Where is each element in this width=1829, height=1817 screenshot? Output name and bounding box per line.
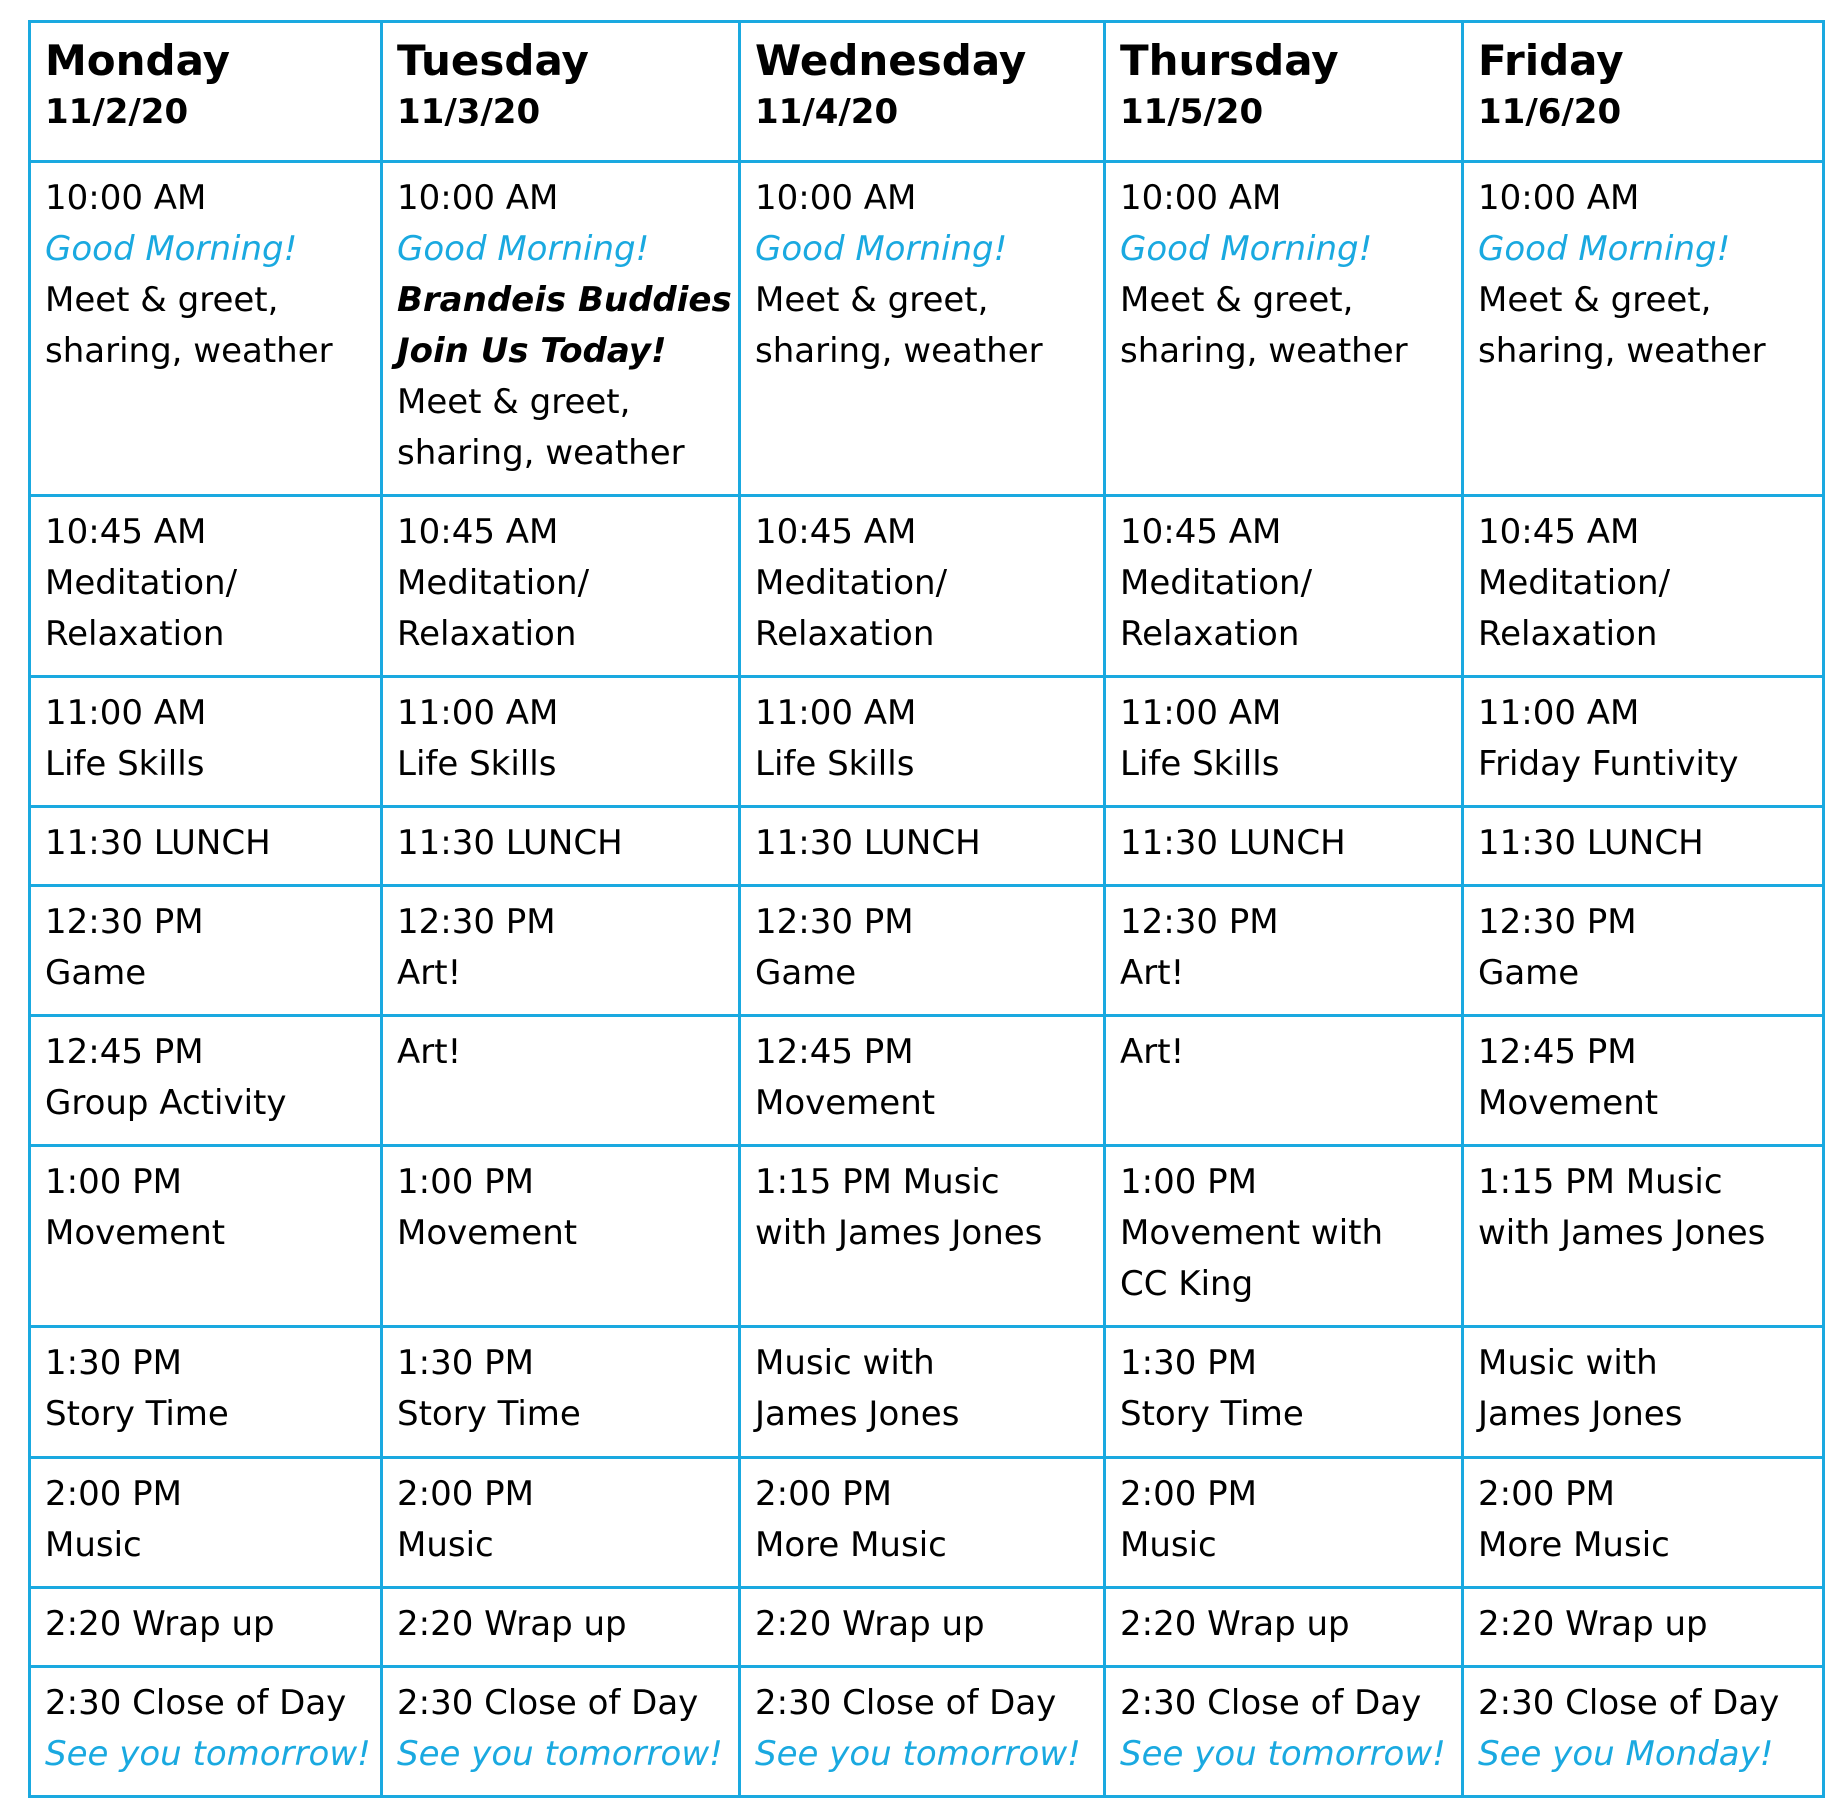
- activity-line: 1:00 PM: [1120, 1162, 1257, 1203]
- activity-line: Music: [397, 1524, 494, 1565]
- activity-line: James Jones: [1478, 1394, 1683, 1435]
- activity-line: with James Jones: [755, 1213, 1043, 1254]
- schedule-cell: [30, 885, 382, 1015]
- schedule-cell: [1105, 495, 1463, 676]
- schedule-cell: [382, 1146, 740, 1327]
- schedule-cell: [382, 162, 740, 495]
- schedule-cell: [740, 1587, 1105, 1666]
- schedule-cell: [30, 495, 382, 676]
- activity-line: 2:00 PM: [397, 1473, 534, 1514]
- activity-line: 2:00 PM: [1478, 1473, 1615, 1514]
- activity-line: Meet & greet,: [397, 382, 631, 423]
- schedule-cell: [1105, 1666, 1463, 1796]
- schedule-cell: [740, 806, 1105, 885]
- schedule-cell: [740, 885, 1105, 1015]
- schedule-cell: [30, 1146, 382, 1327]
- schedule-row: [30, 1666, 1824, 1796]
- activity-line: 11:00 AM: [1120, 692, 1282, 733]
- day-header-tuesday: [382, 22, 740, 162]
- header-row: [30, 22, 1824, 162]
- activity-line: 2:30 Close of Day: [45, 1682, 347, 1723]
- schedule-cell: [382, 1666, 740, 1796]
- schedule-cell: [1463, 162, 1824, 495]
- activity-line: See you tomorrow!: [45, 1733, 371, 1774]
- schedule-cell: [382, 1587, 740, 1666]
- schedule-cell: [1463, 1666, 1824, 1796]
- activity-line: 10:00 AM: [397, 178, 559, 219]
- schedule-cell: [1463, 676, 1824, 806]
- schedule-cell: [382, 1457, 740, 1587]
- activity-line: 2:20 Wrap up: [45, 1603, 275, 1644]
- schedule-cell: [1463, 1457, 1824, 1587]
- activity-line: See you tomorrow!: [755, 1733, 1081, 1774]
- day-name: Tuesday: [397, 36, 589, 85]
- activity-line: 1:00 PM: [45, 1162, 182, 1203]
- activity-line: Music with: [1478, 1343, 1658, 1384]
- activity-line: sharing, weather: [397, 433, 685, 474]
- activity-line: sharing, weather: [1478, 331, 1766, 372]
- activity-line: 10:00 AM: [1478, 178, 1640, 219]
- activity-line: 10:45 AM: [397, 511, 559, 552]
- day-name: Wednesday: [755, 36, 1027, 85]
- activity-line: 2:20 Wrap up: [755, 1603, 985, 1644]
- schedule-row: [30, 1016, 1824, 1146]
- activity-line: 11:30 LUNCH: [1478, 822, 1704, 863]
- schedule-cell: [1105, 1457, 1463, 1587]
- schedule-row: [30, 676, 1824, 806]
- activity-line: Life Skills: [45, 743, 205, 784]
- activity-line: sharing, weather: [45, 331, 333, 372]
- activity-line: 12:30 PM: [1120, 901, 1279, 942]
- schedule-row: [30, 1457, 1824, 1587]
- activity-line: 10:45 AM: [1120, 511, 1282, 552]
- activity-line: 12:45 PM: [45, 1032, 204, 1073]
- activity-line: Good Morning!: [755, 229, 1008, 270]
- schedule-cell: [740, 1666, 1105, 1796]
- schedule-cell: [1105, 1327, 1463, 1457]
- schedule-cell: [30, 1457, 382, 1587]
- schedule-row: [30, 885, 1824, 1015]
- activity-line: 12:45 PM: [1478, 1032, 1637, 1073]
- activity-line: Group Activity: [45, 1083, 287, 1124]
- activity-line: Art!: [397, 1032, 462, 1073]
- schedule-cell: [30, 1666, 382, 1796]
- activity-line: Meditation/: [1120, 562, 1313, 603]
- day-name: Friday: [1478, 36, 1624, 85]
- schedule-row: [30, 1587, 1824, 1666]
- schedule-cell: [740, 676, 1105, 806]
- activity-line: Join Us Today!: [397, 331, 667, 372]
- activity-line: Good Morning!: [45, 229, 298, 270]
- activity-line: Life Skills: [397, 743, 557, 784]
- activity-line: Movement with: [1120, 1213, 1384, 1254]
- schedule-cell: [740, 1327, 1105, 1457]
- schedule-cell: [382, 495, 740, 676]
- activity-line: James Jones: [755, 1394, 960, 1435]
- activity-line: 11:30 LUNCH: [755, 822, 981, 863]
- activity-line: 11:00 AM: [45, 692, 207, 733]
- activity-line: 1:30 PM: [45, 1343, 182, 1384]
- activity-line: Brandeis Buddies: [397, 280, 732, 321]
- day-date: 11/4/20: [755, 92, 899, 132]
- activity-line: 10:45 AM: [45, 511, 207, 552]
- activity-line: Good Morning!: [1120, 229, 1373, 270]
- activity-line: 1:00 PM: [397, 1162, 534, 1203]
- activity-line: Movement: [45, 1213, 226, 1254]
- day-name: Monday: [45, 36, 231, 85]
- schedule-cell: [1463, 1146, 1824, 1327]
- day-date: 11/6/20: [1478, 92, 1622, 132]
- activity-line: 11:00 AM: [755, 692, 917, 733]
- activity-line: 12:30 PM: [45, 901, 204, 942]
- activity-line: 10:45 AM: [755, 511, 917, 552]
- activity-line: More Music: [1478, 1524, 1670, 1565]
- activity-line: 11:30 LUNCH: [45, 822, 271, 863]
- activity-line: Game: [45, 952, 147, 993]
- activity-line: 2:00 PM: [755, 1473, 892, 1514]
- activity-line: Story Time: [397, 1394, 581, 1435]
- day-date: 11/3/20: [397, 92, 541, 132]
- schedule-cell: [740, 1457, 1105, 1587]
- activity-line: Life Skills: [755, 743, 915, 784]
- activity-line: 1:15 PM Music: [1478, 1162, 1723, 1203]
- activity-line: Meditation/: [1478, 562, 1671, 603]
- activity-line: 1:30 PM: [1120, 1343, 1257, 1384]
- schedule-cell: [740, 162, 1105, 495]
- schedule-cell: [30, 1327, 382, 1457]
- schedule-cell: [30, 162, 382, 495]
- activity-line: with James Jones: [1478, 1213, 1766, 1254]
- activity-line: sharing, weather: [1120, 331, 1408, 372]
- activity-line: Friday Funtivity: [1478, 743, 1739, 784]
- activity-line: Relaxation: [755, 613, 935, 654]
- activity-line: 12:30 PM: [397, 901, 556, 942]
- schedule-cell: [1105, 1587, 1463, 1666]
- activity-line: 1:15 PM Music: [755, 1162, 1000, 1203]
- day-name: Thursday: [1120, 36, 1339, 85]
- activity-line: 10:45 AM: [1478, 511, 1640, 552]
- activity-line: Art!: [1120, 1032, 1185, 1073]
- activity-line: 1:30 PM: [397, 1343, 534, 1384]
- schedule-cell: [1105, 885, 1463, 1015]
- activity-line: Story Time: [45, 1394, 229, 1435]
- schedule-row: [30, 1327, 1824, 1457]
- activity-line: Meet & greet,: [1120, 280, 1354, 321]
- activity-line: Art!: [1120, 952, 1185, 993]
- schedule-cell: [382, 806, 740, 885]
- activity-line: Movement: [755, 1083, 936, 1124]
- activity-line: Meditation/: [45, 562, 238, 603]
- activity-line: 2:30 Close of Day: [755, 1682, 1057, 1723]
- activity-line: Music with: [755, 1343, 935, 1384]
- schedule-cell: [1105, 162, 1463, 495]
- activity-line: Meet & greet,: [1478, 280, 1712, 321]
- activity-line: sharing, weather: [755, 331, 1043, 372]
- schedule-row: [30, 1146, 1824, 1327]
- activity-line: See you tomorrow!: [397, 1733, 723, 1774]
- schedule-cell: [382, 1327, 740, 1457]
- schedule-cell: [30, 1016, 382, 1146]
- activity-line: 11:30 LUNCH: [1120, 822, 1346, 863]
- activity-line: 10:00 AM: [755, 178, 917, 219]
- activity-line: Art!: [397, 952, 462, 993]
- schedule-cell: [1463, 1587, 1824, 1666]
- activity-line: 11:30 LUNCH: [397, 822, 623, 863]
- day-date: 11/5/20: [1120, 92, 1264, 132]
- schedule-cell: [1463, 806, 1824, 885]
- schedule-body: [30, 22, 1824, 1797]
- schedule-table: [28, 20, 1825, 1798]
- activity-line: See you Monday!: [1478, 1733, 1774, 1774]
- day-header-thursday: [1105, 22, 1463, 162]
- activity-line: Story Time: [1120, 1394, 1304, 1435]
- activity-line: Meditation/: [397, 562, 590, 603]
- schedule-cell: [1463, 885, 1824, 1015]
- day-date: 11/2/20: [45, 92, 189, 132]
- schedule-cell: [740, 1146, 1105, 1327]
- activity-line: Relaxation: [45, 613, 225, 654]
- schedule-cell: [1105, 676, 1463, 806]
- activity-line: Meet & greet,: [45, 280, 279, 321]
- activity-line: 10:00 AM: [45, 178, 207, 219]
- activity-line: 2:00 PM: [45, 1473, 182, 1514]
- activity-line: 2:30 Close of Day: [397, 1682, 699, 1723]
- activity-line: Relaxation: [1478, 613, 1658, 654]
- activity-line: Good Morning!: [1478, 229, 1731, 270]
- activity-line: CC King: [1120, 1264, 1254, 1305]
- activity-line: 12:45 PM: [755, 1032, 914, 1073]
- activity-line: Game: [755, 952, 857, 993]
- activity-line: See you tomorrow!: [1120, 1733, 1446, 1774]
- schedule-cell: [30, 1587, 382, 1666]
- activity-line: 2:30 Close of Day: [1120, 1682, 1422, 1723]
- day-header-monday: [30, 22, 382, 162]
- activity-line: 2:20 Wrap up: [397, 1603, 627, 1644]
- activity-line: Music: [1120, 1524, 1217, 1565]
- activity-line: Game: [1478, 952, 1580, 993]
- day-header-wednesday: [740, 22, 1105, 162]
- schedule-cell: [382, 676, 740, 806]
- schedule-cell: [1105, 1016, 1463, 1146]
- schedule-cell: [1463, 1016, 1824, 1146]
- activity-line: More Music: [755, 1524, 947, 1565]
- activity-line: Movement: [397, 1213, 578, 1254]
- activity-line: 2:20 Wrap up: [1478, 1603, 1708, 1644]
- schedule-row: [30, 495, 1824, 676]
- activity-line: 12:30 PM: [755, 901, 914, 942]
- activity-line: Meet & greet,: [755, 280, 989, 321]
- schedule-cell: [740, 1016, 1105, 1146]
- activity-line: 11:00 AM: [1478, 692, 1640, 733]
- activity-line: 12:30 PM: [1478, 901, 1637, 942]
- day-header-friday: [1463, 22, 1824, 162]
- activity-line: Relaxation: [1120, 613, 1300, 654]
- schedule-row: [30, 162, 1824, 495]
- schedule-cell: [1105, 1146, 1463, 1327]
- schedule-cell: [30, 676, 382, 806]
- schedule-cell: [382, 885, 740, 1015]
- schedule-cell: [1105, 806, 1463, 885]
- activity-line: Movement: [1478, 1083, 1659, 1124]
- schedule-cell: [740, 495, 1105, 676]
- schedule-cell: [30, 806, 382, 885]
- activity-line: 11:00 AM: [397, 692, 559, 733]
- activity-line: 2:20 Wrap up: [1120, 1603, 1350, 1644]
- schedule-cell: [1463, 1327, 1824, 1457]
- schedule-row: [30, 806, 1824, 885]
- schedule-cell: [1463, 495, 1824, 676]
- schedule-cell: [382, 1016, 740, 1146]
- activity-line: Relaxation: [397, 613, 577, 654]
- activity-line: Meditation/: [755, 562, 948, 603]
- activity-line: 10:00 AM: [1120, 178, 1282, 219]
- activity-line: Music: [45, 1524, 142, 1565]
- activity-line: 2:00 PM: [1120, 1473, 1257, 1514]
- activity-line: Good Morning!: [397, 229, 650, 270]
- activity-line: Life Skills: [1120, 743, 1280, 784]
- activity-line: 2:30 Close of Day: [1478, 1682, 1780, 1723]
